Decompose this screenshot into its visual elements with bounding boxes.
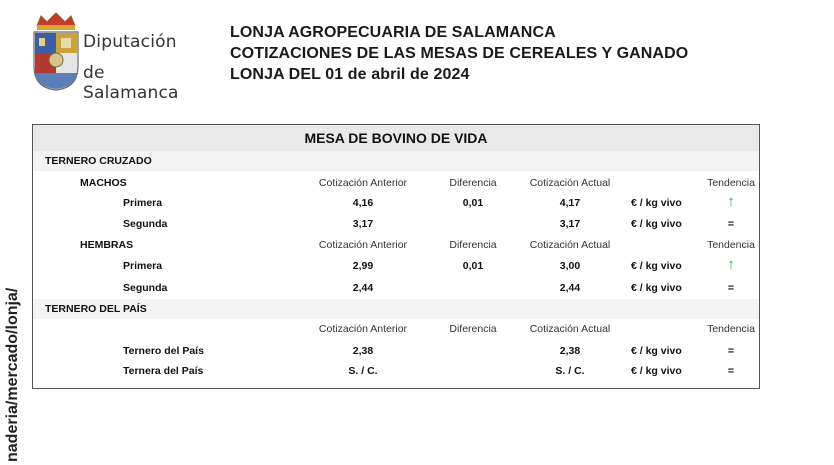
cell-unidad: € / kg vivo bbox=[631, 345, 682, 357]
table-row bbox=[33, 361, 759, 381]
col-header-diferencia: Diferencia bbox=[449, 177, 497, 189]
cell-diferencia: 0,01 bbox=[462, 260, 484, 272]
coat-of-arms-icon bbox=[31, 10, 81, 92]
table-row bbox=[33, 193, 759, 213]
cell-actual: 3,17 bbox=[559, 218, 581, 230]
col-header-tendencia: Tendencia bbox=[707, 239, 755, 251]
equal-icon: = bbox=[727, 218, 735, 230]
table-row bbox=[33, 341, 759, 361]
equal-icon: = bbox=[727, 282, 735, 294]
up-arrow-icon: ↑ bbox=[727, 193, 735, 210]
col-header-diferencia: Diferencia bbox=[449, 323, 497, 335]
row-label: Ternera del País bbox=[123, 365, 204, 377]
group-header-row bbox=[33, 319, 759, 339]
up-arrow-icon: ↑ bbox=[727, 256, 735, 273]
col-header-diferencia: Diferencia bbox=[449, 239, 497, 251]
section-label: TERNERO CRUZADO bbox=[45, 155, 152, 167]
row-label: Primera bbox=[123, 260, 163, 272]
cell-diferencia: 0,01 bbox=[462, 197, 484, 209]
table-row bbox=[33, 256, 759, 276]
col-header-actual: Cotización Actual bbox=[529, 323, 611, 335]
cell-unidad: € / kg vivo bbox=[631, 282, 682, 294]
cell-unidad: € / kg vivo bbox=[631, 365, 682, 377]
section-header-row bbox=[33, 151, 759, 171]
cell-actual: 3,00 bbox=[559, 260, 581, 272]
cell-anterior: 2,99 bbox=[352, 260, 374, 272]
cell-anterior: 3,17 bbox=[352, 218, 374, 230]
cell-anterior: 2,44 bbox=[352, 282, 374, 294]
cell-unidad: € / kg vivo bbox=[631, 260, 682, 272]
logo-text-line1: Diputación bbox=[83, 32, 177, 52]
diputacion-logo bbox=[31, 10, 201, 103]
cell-anterior: 2,38 bbox=[352, 345, 374, 357]
table-row bbox=[33, 214, 759, 234]
col-header-tendencia: Tendencia bbox=[707, 177, 755, 189]
cell-anterior: 4,16 bbox=[352, 197, 374, 209]
group-header-row bbox=[33, 173, 759, 193]
cell-actual: 2,44 bbox=[559, 282, 581, 294]
row-label: Ternero del País bbox=[123, 345, 204, 357]
report-header bbox=[230, 22, 688, 85]
col-header-actual: Cotización Actual bbox=[529, 177, 611, 189]
col-header-anterior: Cotización Anterior bbox=[318, 323, 408, 335]
vertical-url-text: naderia/mercado/lonja/ bbox=[4, 287, 21, 462]
cell-unidad: € / kg vivo bbox=[631, 218, 682, 230]
cell-actual: 4,17 bbox=[559, 197, 581, 209]
table-row bbox=[33, 278, 759, 298]
row-label: Segunda bbox=[123, 282, 168, 294]
equal-icon: = bbox=[727, 345, 735, 357]
logo-text-line2: de Salamanca bbox=[83, 63, 179, 103]
group-header-row bbox=[33, 235, 759, 255]
col-header-anterior: Cotización Anterior bbox=[318, 177, 408, 189]
col-header-tendencia: Tendencia bbox=[707, 323, 755, 335]
cell-actual: 2,38 bbox=[559, 345, 581, 357]
col-header-anterior: Cotización Anterior bbox=[318, 239, 408, 251]
cell-anterior: S. / C. bbox=[348, 365, 378, 377]
section-header-row bbox=[33, 299, 759, 319]
cell-actual: S. / C. bbox=[555, 365, 585, 377]
group-label: MACHOS bbox=[80, 177, 127, 189]
panel-title: MESA DE BOVINO DE VIDA bbox=[33, 125, 759, 151]
group-label: HEMBRAS bbox=[80, 239, 134, 251]
row-label: Primera bbox=[123, 197, 163, 209]
equal-icon: = bbox=[727, 365, 735, 377]
section-label: TERNERO DEL PAÍS bbox=[45, 303, 147, 315]
bovino-panel bbox=[32, 124, 760, 389]
header-subtitle: COTIZACIONES DE LAS MESAS DE CEREALES Y GANADO bbox=[230, 45, 689, 62]
header-title: LONJA AGROPECUARIA DE SALAMANCA bbox=[230, 24, 556, 41]
col-header-actual: Cotización Actual bbox=[529, 239, 611, 251]
cell-unidad: € / kg vivo bbox=[631, 197, 682, 209]
row-label: Segunda bbox=[123, 218, 168, 230]
header-date: LONJA DEL 01 de abril de 2024 bbox=[230, 66, 470, 83]
